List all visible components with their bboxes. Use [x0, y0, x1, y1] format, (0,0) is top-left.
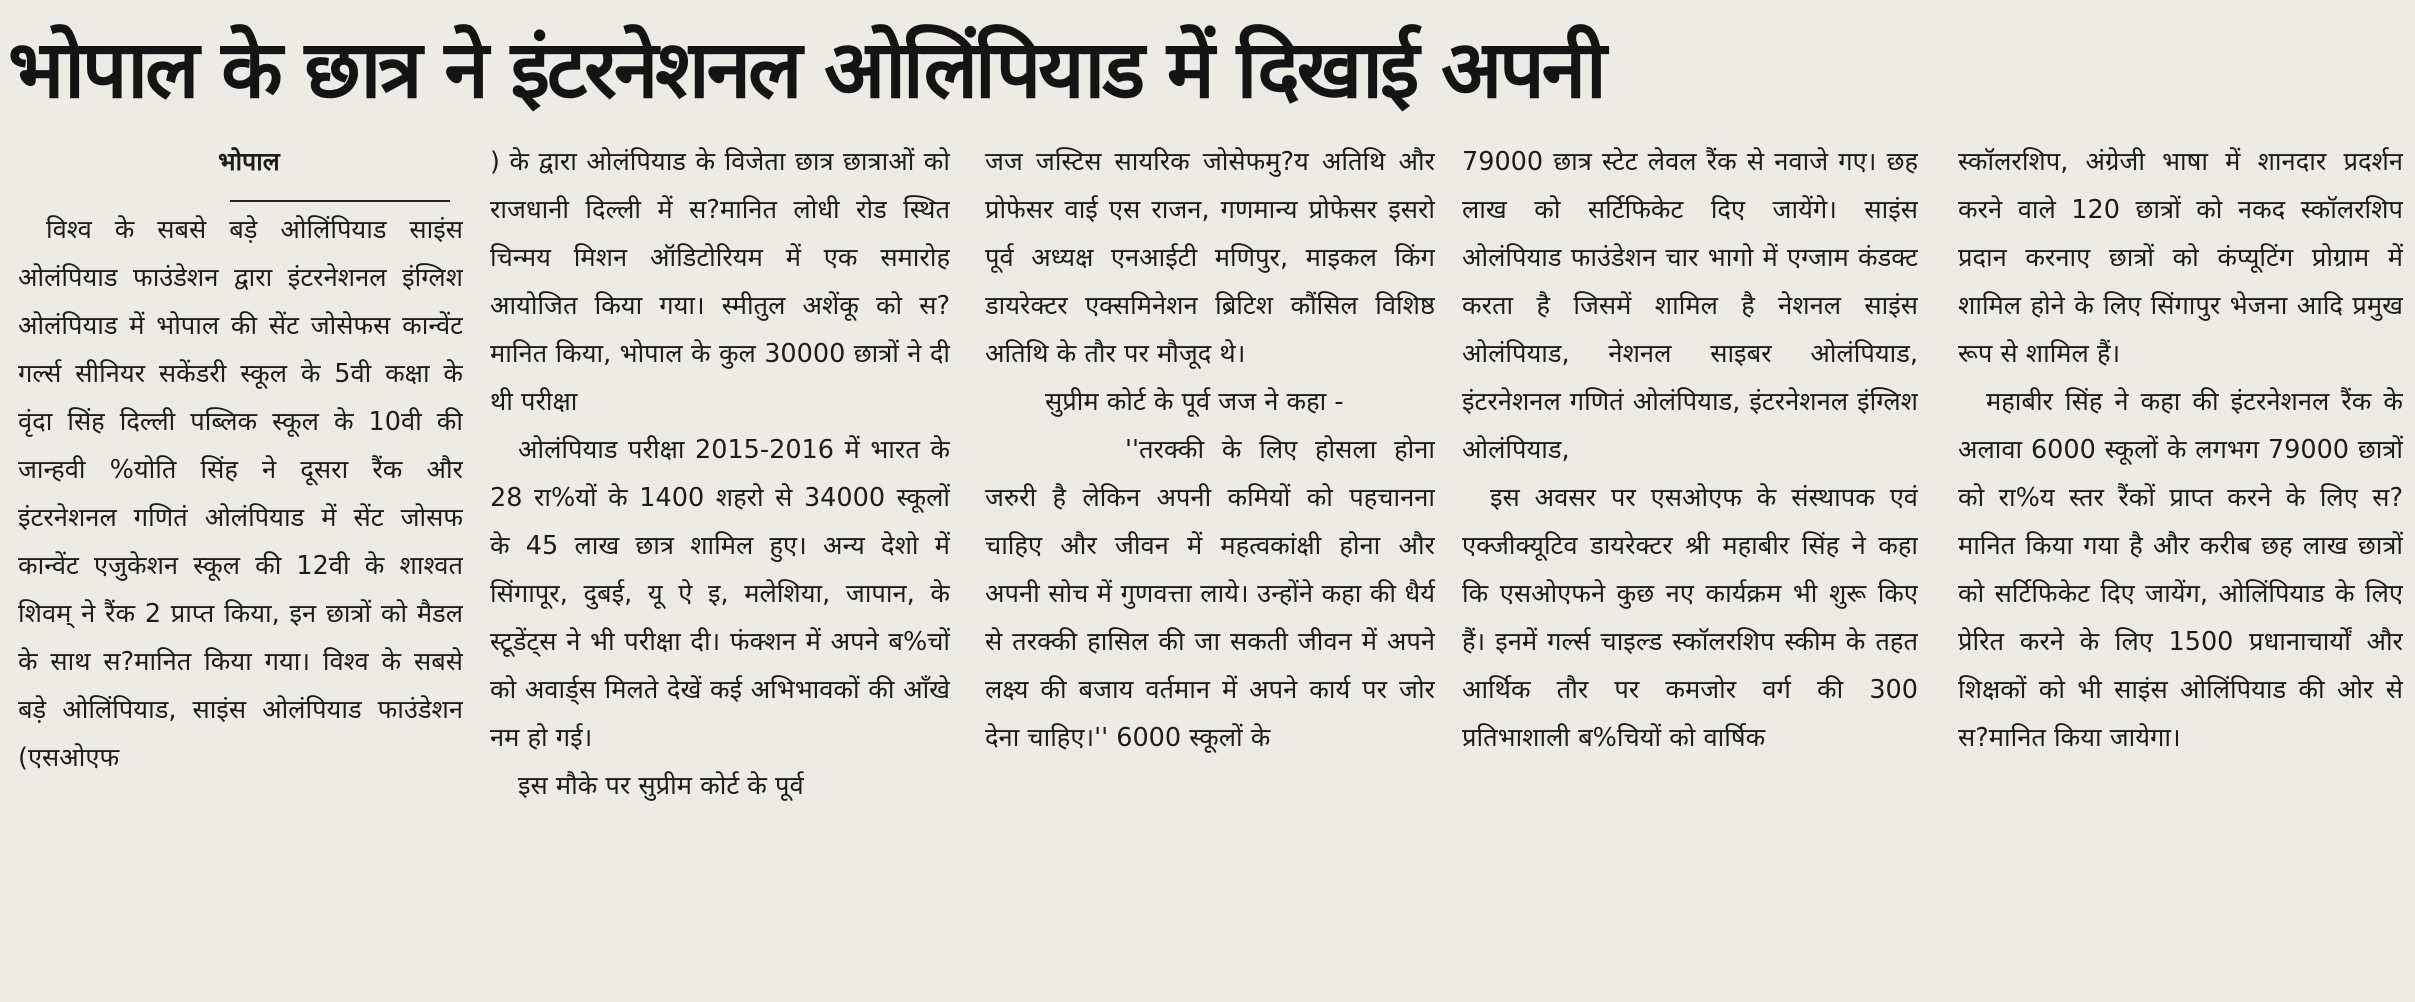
paragraph: जज जस्टिस सायरिक जोसेफमु?य अतिथि और प्रोफेसर वाई एस राजन, गणमान्य प्रोफेसर इसरो पूर्व अध्यक्ष एनआईटी मणिपुर, माइकल किंग डायरेक्टर एक्समिनेशन ब्रिटिश कौंसिल विशिष्ठ अतिथि के तौर पर मौजूद थे।: [985, 147, 1435, 369]
headline: भोपाल के छात्र ने इंटरनेशनल ओलिंपियाड में दिखाई अपनी: [8, 23, 1604, 116]
paragraph: स्कॉलरशिप, अंग्रेजी भाषा में शानदार प्रदर्शन करने वाले 120 छात्रों को नकद स्कॉलरशिप प्रदान करनाए छात्रों को कंप्यूटिंग प्रोग्राम में शामिल होने के लिए सिंगापुर भेजना आदि प्रमुख रूप से शामिल हैं।: [1958, 147, 2403, 369]
paragraph: इस अवसर पर एसओएफ के संस्थापक एवं एक्जीक्यूटिव डायरेक्टर श्री महाबीर सिंह ने कहा कि एसओएफने कुछ नए कार्यक्रम भी शुरू किए हैं। इनमें गर्ल्स चाइल्ड स्कॉलरशिप स्कीम के तहत आर्थिक तौर पर कमजोर वर्ग की 300 प्रतिभाशाली ब%चियों को वार्षिक: [1462, 483, 1918, 753]
paragraph: सुप्रीम कोर्ट के पूर्व जज ने कहा -: [1045, 387, 1344, 417]
quote-paragraph: ''तरक्की के लिए होसला होना जरुरी है लेकिन अपनी कमियों को पहचानना चाहिए और जीवन में महत्वकांक्षी होना और अपनी सोच में गुणवत्ता लाये। उन्होंने कहा की धैर्य से तरक्की हासिल की जा सकती जीवन में अपने लक्ष्य की बजाय वर्तमान में अपने कार्य पर जोर देना चाहिए।'' 6000 स्कूलों के: [985, 435, 1435, 753]
article-column-2: [490, 138, 950, 998]
spacer: [18, 186, 463, 206]
article-column-4: [1462, 138, 1918, 998]
paragraph: इस मौके पर सुप्रीम कोर्ट के पूर्व: [518, 771, 804, 801]
dateline: भोपाल: [218, 147, 280, 176]
article-column-1: [18, 138, 463, 998]
paragraph: ) के द्वारा ओलंपियाड के विजेता छात्र छात्राओं को राजधानी दिल्ली में स?मानित लोधी रोड स्थित चिन्मय मिशन ऑडिटोरियम में एक समारोह आयोजित किया गया। स्मीतुल अशेंकू को स?मानित किया, भोपाल के कुल 30000 छात्रों ने दी थी परीक्षा: [490, 147, 950, 417]
paragraph: ओलंपियाड परीक्षा 2015-2016 में भारत के 28 रा%यों के 1400 शहरो से 34000 स्कूलों के 45 लाख छात्र शामिल हुए। अन्य देशो में सिंगापूर, दुबई, यू ऐ इ, मलेशिया, जापान, के स्टूडेंट्स ने भी परीक्षा दी। फंक्शन में अपने ब%चों को अवार्ड्स मिलते देखें कई अभिभावकों की आँखे नम हो गई।: [490, 435, 950, 753]
article-column-3: [985, 138, 1435, 998]
paragraph: 79000 छात्र स्टेट लेवल रैंक से नवाजे गए। छह लाख को सर्टिफिकेट दिए जायेंगे। साइंस ओलंपियाड फाउंडेशन चार भागो में एग्जाम कंडक्ट करता है जिसमें शामिल है नेशनल साइंस ओलंपियाड, नेशनल साइबर ओलंपियाड, इंटरनेशनल गणितं ओलंपियाड, इंटरनेशनल इंग्लिश ओलंपियाड,: [1462, 147, 1918, 465]
article-column-5: [1958, 138, 2403, 998]
paragraph: महाबीर सिंह ने कहा की इंटरनेशनल रैंक के अलावा 6000 स्कूलों के लगभग 79000 छात्रों को रा%य स्तर रैंकों प्राप्त करने के लिए स?मानित किया गया है और करीब छह लाख छात्रों को सर्टिफिकेट दिए जायेंग, ओलिंपियाड के लिए प्रेरित करने के लिए 1500 प्रधानाचार्यों और शिक्षकों को भी साइंस ओलिंपियाड की ओर से स?मानित किया जायेगा।: [1958, 387, 2403, 753]
paragraph: विश्व के सबसे बड़े ओलिंपियाड साइंस ओलंपियाड फाउंडेशन द्वारा इंटरनेशनल इंग्लिश ओलंपियाड में भोपाल की सेंट जोसेफस कान्वेंट गर्ल्स सीनियर सकेंडरी स्कूल के 5वी कक्षा के वृंदा सिंह दिल्ली पब्लिक स्कूल के 10वी की जान्हवी %योति सिंह ने दूसरा रैंक और इंटरनेशनल गणितं ओलंपियाड में सेंट जोसफ कान्वेंट एजुकेशन स्कूल की 12वी के शाश्वत शिवम् ने रैंक 2 प्राप्त किया, इन छात्रों को मैडल के साथ स?मानित किया गया। विश्व के सबसे बड़े ओलिंपियाड, साइंस ओलंपियाड फाउंडेशन (एसओएफ: [18, 215, 463, 773]
